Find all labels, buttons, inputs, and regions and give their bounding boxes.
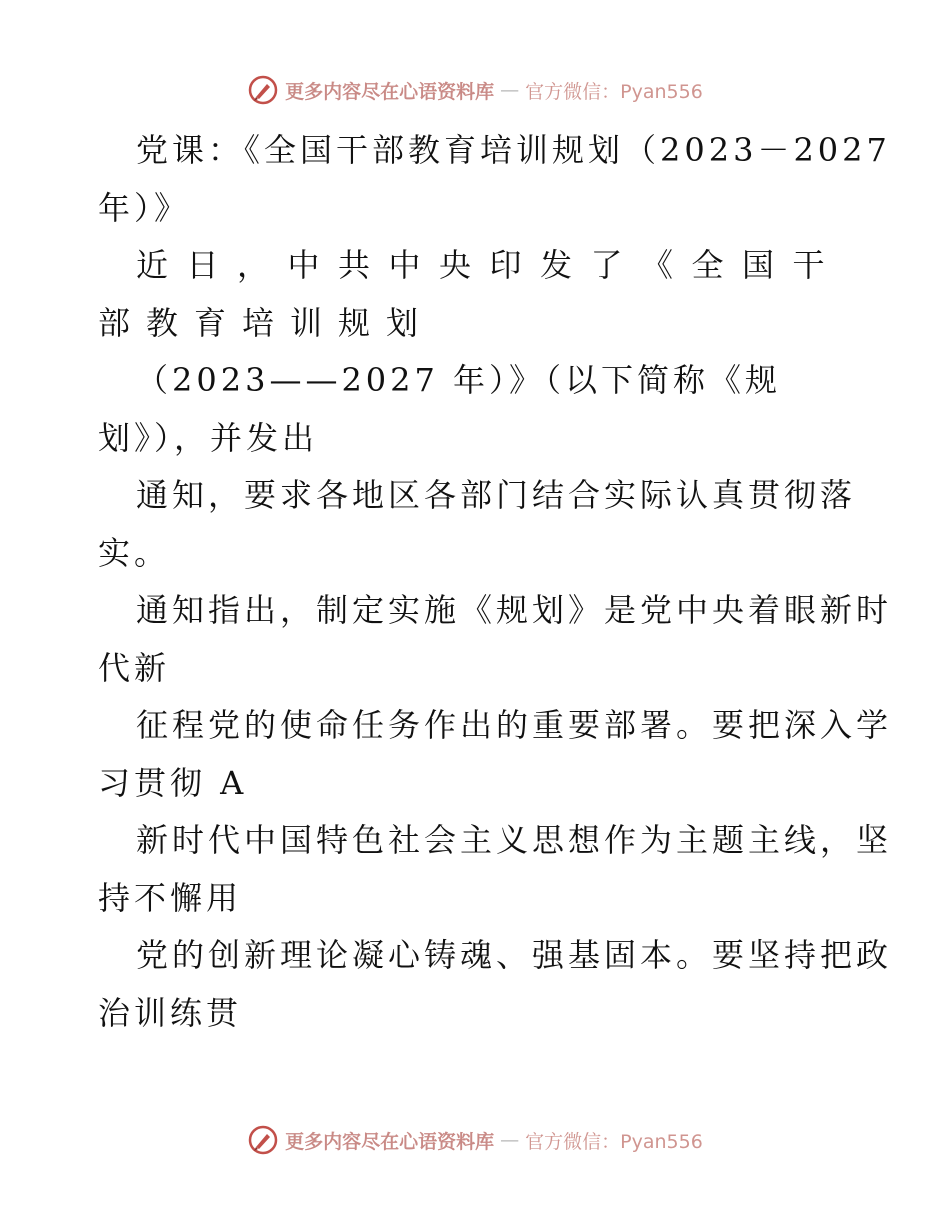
paragraph-line: 通知指出，制定实施《规划》是党中央着眼新时 xyxy=(136,591,893,629)
paragraph-line: 新时代中国特色社会主义思想作为主题主线，坚 xyxy=(136,821,893,859)
paragraph-line: 征程党的使命任务作出的重要部署。要把深入学 xyxy=(136,706,893,744)
watermark-separator: — xyxy=(500,79,520,101)
document-body xyxy=(98,122,893,1042)
header-watermark xyxy=(0,70,950,110)
paragraph-line: 持不懈用 xyxy=(98,878,243,917)
pen-logo-icon xyxy=(247,74,279,106)
pen-logo-icon xyxy=(247,1124,279,1156)
paragraph-line: （2023——2027 年）》（以下简称《规 xyxy=(136,361,782,399)
paragraph-line: 部教育培训规划 xyxy=(98,303,435,342)
paragraph-line: 划》），并发出 xyxy=(98,418,319,457)
document-title-cont: 年）》 xyxy=(98,188,191,227)
footer-watermark xyxy=(0,1120,950,1160)
paragraph-line: 代新 xyxy=(98,648,171,687)
paragraph-line: 习贯彻 A xyxy=(98,763,248,802)
watermark-text: 更多内容尽在心语资料库 xyxy=(285,80,495,103)
document-title: 党课：《全国干部教育培训规划（2023－2027 xyxy=(136,131,891,169)
watermark-wechat: 官方微信：Pyan556 xyxy=(525,80,703,103)
paragraph-line: 近日，中共中央印发了《全国干 xyxy=(136,246,844,284)
watermark-text: 更多内容尽在心语资料库 xyxy=(285,1130,495,1153)
watermark-separator: — xyxy=(500,1129,520,1151)
paragraph-line: 党的创新理论凝心铸魂、强基固本。要坚持把政 xyxy=(136,936,893,974)
paragraph-line: 实。 xyxy=(98,533,171,572)
watermark-wechat: 官方微信：Pyan556 xyxy=(525,1130,703,1153)
paragraph-line: 治训练贯 xyxy=(98,993,243,1032)
paragraph-line: 通知，要求各地区各部门结合实际认真贯彻落 xyxy=(136,476,857,514)
